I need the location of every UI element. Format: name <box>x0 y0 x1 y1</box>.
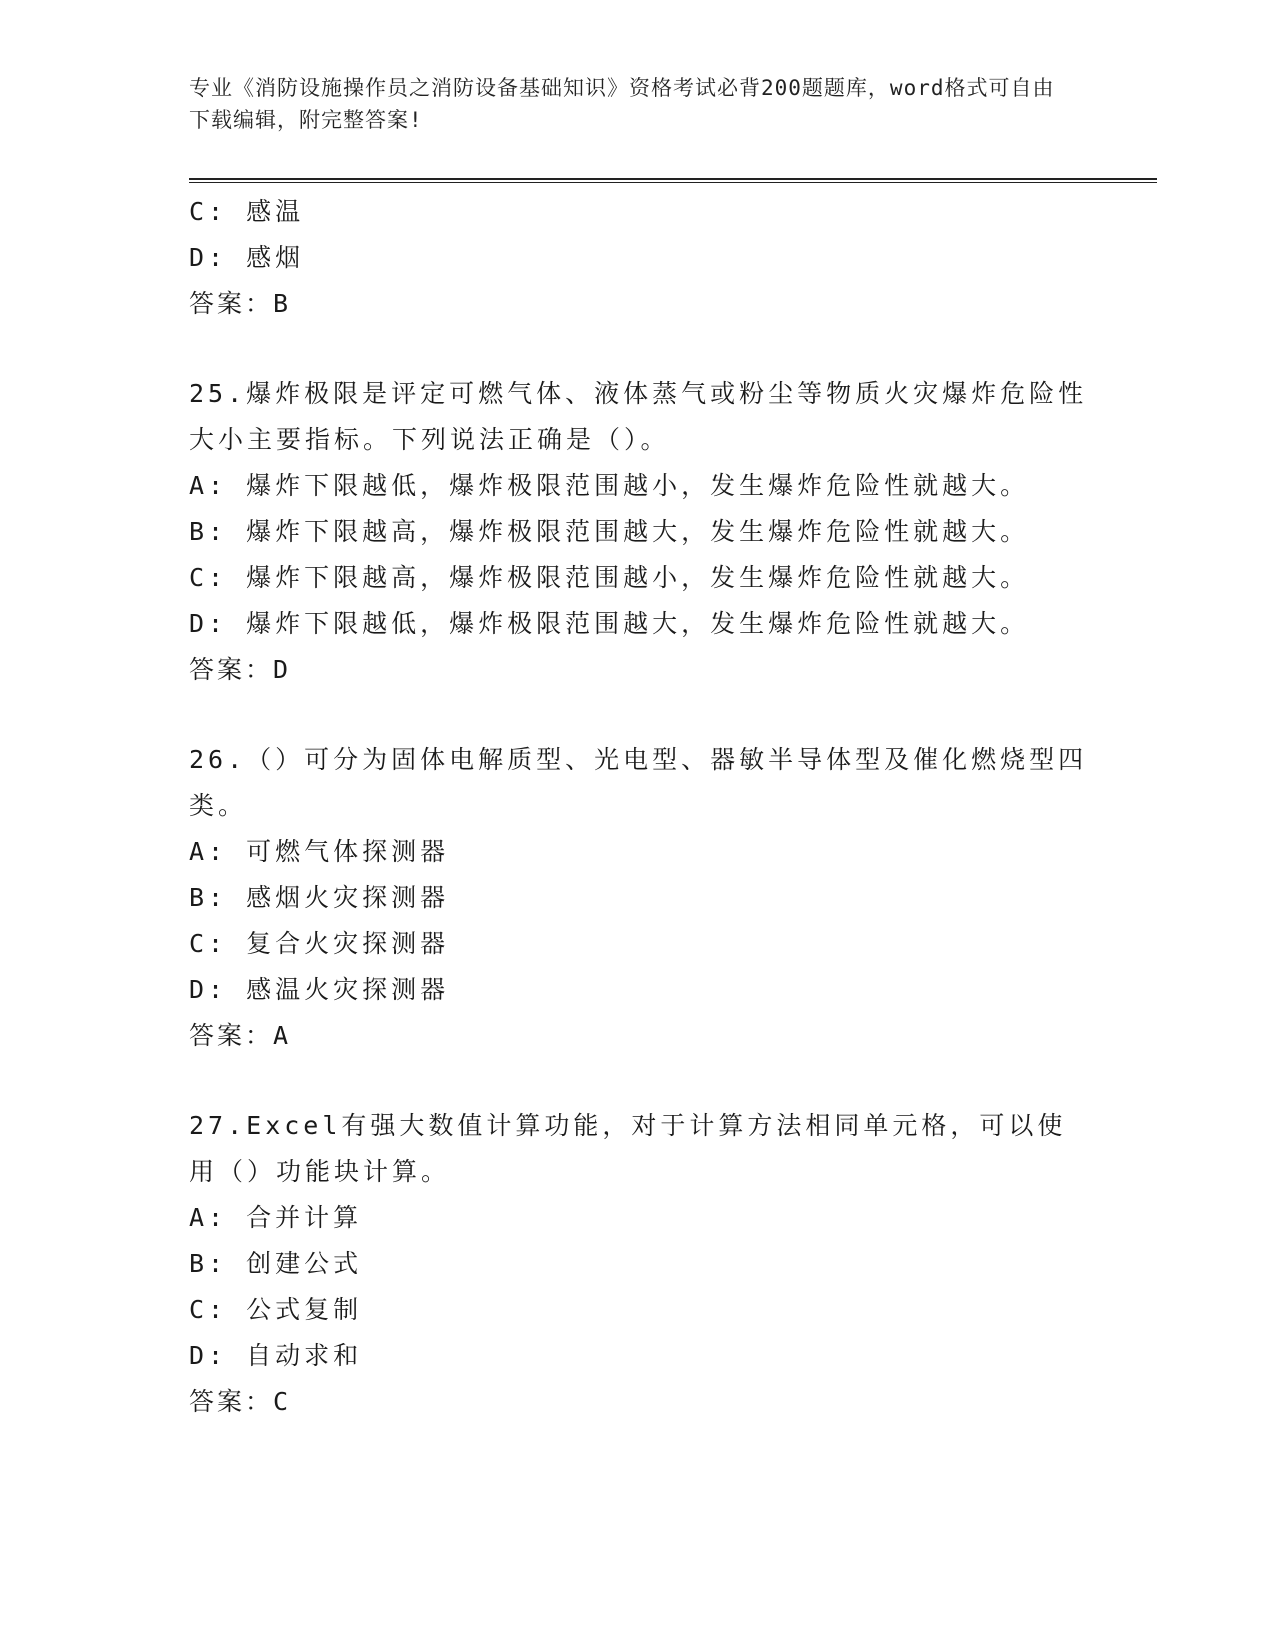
question-stem: 26.（）可分为固体电解质型、光电型、器敏半导体型及催化燃烧型四类。 <box>189 745 1088 820</box>
option-c: C: 公式复制 <box>189 1295 363 1324</box>
answer-line: 答案：D <box>189 655 292 684</box>
option-a: A: 爆炸下限越低，爆炸极限范围越小，发生爆炸危险性就越大。 <box>189 471 1030 500</box>
question-content <box>189 189 1089 1425</box>
spacer <box>189 693 1089 737</box>
question-stem: 25.爆炸极限是评定可燃气体、液体蒸气或粉尘等物质火灾爆炸危险性大小主要指标。下列说法正确是（）。 <box>189 379 1088 454</box>
option-d: D: 自动求和 <box>189 1341 363 1370</box>
option-b: B: 爆炸下限越高，爆炸极限范围越大，发生爆炸危险性就越大。 <box>189 517 1030 546</box>
answer-line: 答案：C <box>189 1387 292 1416</box>
option-d: D: 感烟 <box>189 243 305 272</box>
page-header: 专业《消防设施操作员之消防设备基础知识》资格考试必背200题题库，word格式可自由下载编辑，附完整答案! <box>189 76 1055 132</box>
header-rule-thick <box>189 178 1157 180</box>
spacer <box>189 327 1089 371</box>
option-c: C: 感温 <box>189 197 305 226</box>
answer-line: 答案：B <box>189 289 292 318</box>
option-a: A: 合并计算 <box>189 1203 363 1232</box>
option-d: D: 爆炸下限越低，爆炸极限范围越大，发生爆炸危险性就越大。 <box>189 609 1030 638</box>
option-a: A: 可燃气体探测器 <box>189 837 450 866</box>
option-c: C: 爆炸下限越高，爆炸极限范围越小，发生爆炸危险性就越大。 <box>189 563 1030 592</box>
option-b: B: 创建公式 <box>189 1249 363 1278</box>
option-c: C: 复合火灾探测器 <box>189 929 450 958</box>
question-stem: 27.Excel有强大数值计算功能，对于计算方法相同单元格，可以使用（）功能块计算。 <box>189 1111 1067 1186</box>
header-rule-thin <box>189 182 1157 183</box>
option-d: D: 感温火灾探测器 <box>189 975 450 1004</box>
spacer <box>189 1059 1089 1103</box>
option-b: B: 感烟火灾探测器 <box>189 883 450 912</box>
answer-line: 答案：A <box>189 1021 292 1050</box>
